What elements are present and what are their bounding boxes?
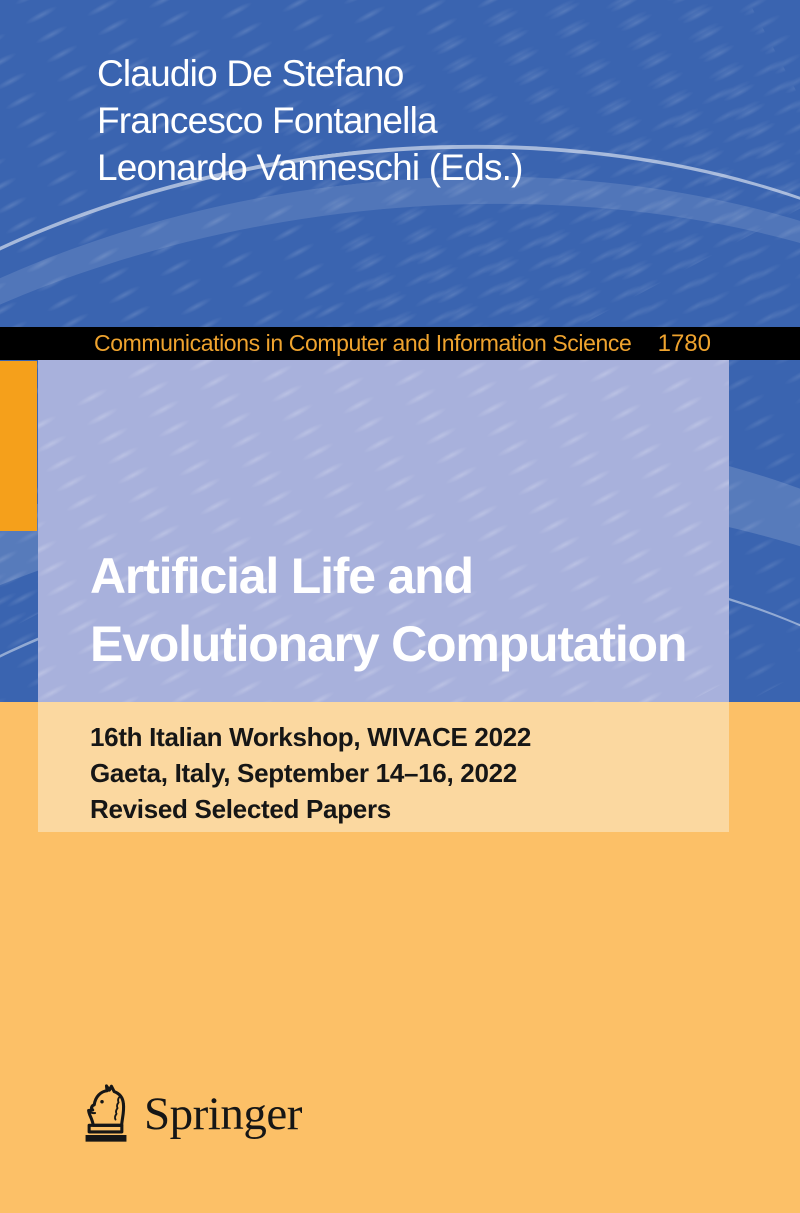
book-title [90,542,686,678]
subtitle-line-3: Revised Selected Papers [90,794,391,824]
subtitle-panel [38,702,729,832]
springer-horse-icon [83,1082,129,1142]
book-title-line-1: Artificial Life and [90,548,473,604]
editor-name: Francesco Fontanella [97,100,437,141]
book-title-line-2: Evolutionary Computation [90,616,687,672]
subtitle-line-1: 16th Italian Workshop, WIVACE 2022 [90,722,532,752]
editor-name: Claudio De Stefano [97,53,404,94]
left-accent-tab [0,361,37,531]
series-name-label: Communications in Computer and Information Science [94,330,632,356]
subtitle-line-2: Gaeta, Italy, September 14–16, 2022 [90,758,517,788]
series-volume-number: 1780 [657,329,711,357]
publisher-name: Springer [144,1088,302,1140]
publisher-logo [83,1082,302,1142]
editor-name: Leonardo Vanneschi (Eds.) [97,147,523,188]
editors-block [97,50,523,191]
series-band [0,327,800,360]
title-panel [38,360,729,832]
title-panel-upper [38,360,729,702]
